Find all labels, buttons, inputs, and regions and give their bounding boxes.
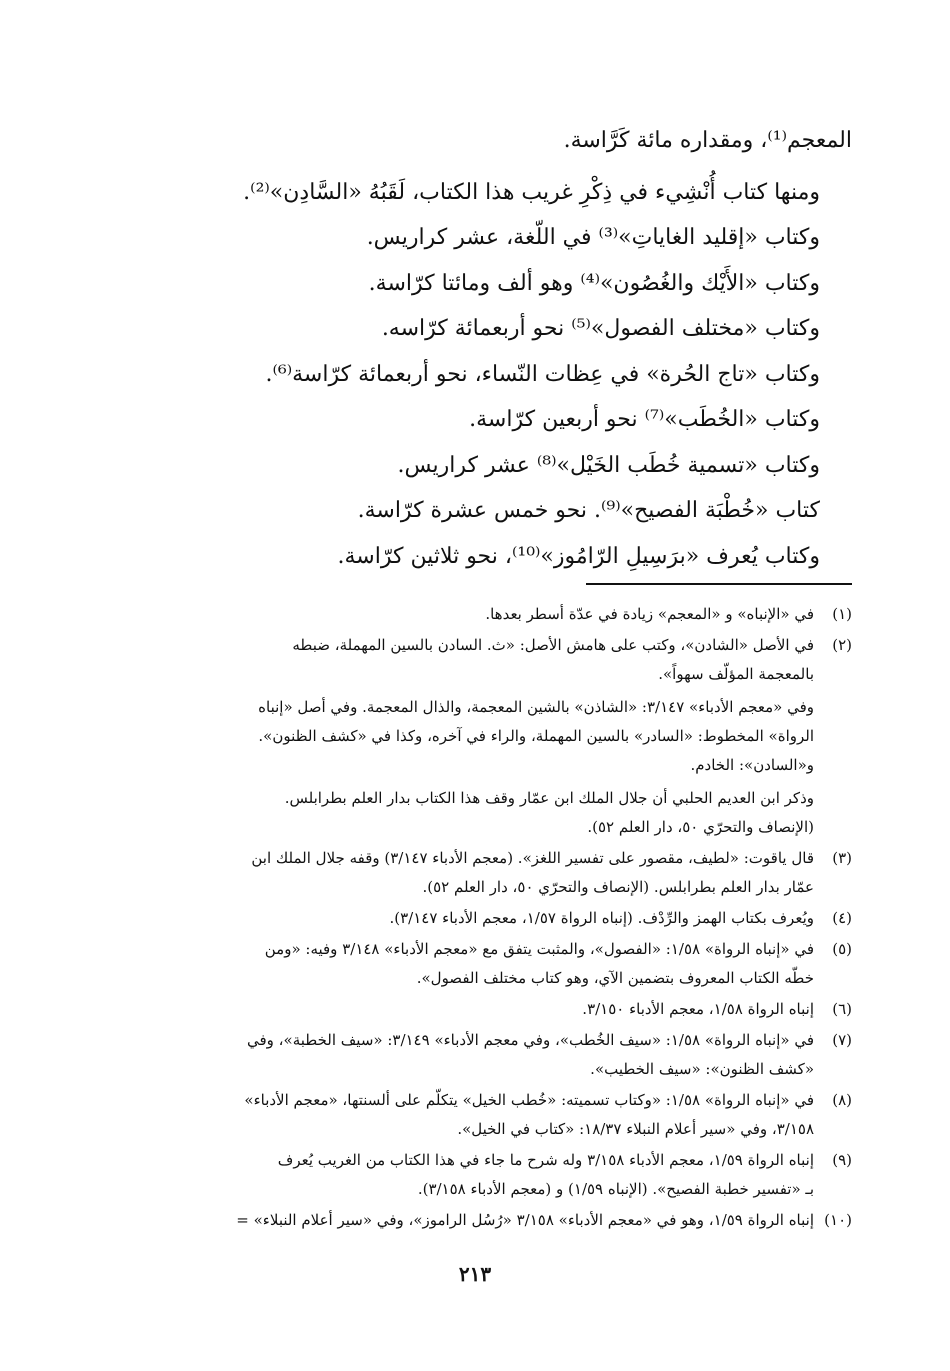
- footnote-line: ويُعرف بكتاب الهمز والرِّدْف. (إنباه الرواة ١/٥٧، معجم الأدباء ٣/١٤٧).: [389, 909, 814, 927]
- footnote-line: في الأصل «الشادن»، وكتب على هامش الأصل: «ث. السادن بالسين المهملة، ضبطه: [292, 636, 814, 654]
- footnote-8: [140, 1086, 852, 1144]
- footnote-line: عمّار بدار العلم بطرابلس. (الإنصاف والتحرّي ٥٠، دار العلم ٥٢).: [422, 878, 814, 896]
- main-line: وكتاب «تاج الحُرة» في عِظات النّساء، نحو أربعمائة كرّاسة⁽⁶⁾.: [265, 361, 820, 387]
- footnote-7: [140, 1026, 852, 1084]
- main-line: المعجم⁽¹⁾، ومقداره مائة كَرَّاسة.: [563, 128, 852, 153]
- footnote-1: [140, 600, 852, 629]
- footnote-5: [140, 935, 852, 993]
- footnote-separator: [586, 583, 852, 585]
- footnote-9: [140, 1146, 852, 1204]
- footnotes: [140, 600, 852, 1237]
- footnote-number: (٥): [832, 940, 852, 958]
- footnote-line: (الإنصاف والتحرّي ٥٠، دار العلم ٥٢).: [587, 818, 814, 836]
- main-line: وكتاب «الأَيْك والغُصُون»⁽⁴⁾ وهو ألف ومائتا كرّاسة.: [368, 270, 820, 296]
- footnote-line: إنباه الرواة ١/٥٩، معجم الأدباء ٣/١٥٨ وله شرح ما جاء في هذا الكتاب من الغريب يُعرف: [277, 1151, 814, 1169]
- footnote-line: إنباه الرواة ١/٥٨، معجم الأدباء ٣/١٥٠.: [582, 1000, 814, 1018]
- footnote-line: و«السادن»: الخادم.: [690, 756, 814, 774]
- main-line: وكتاب «تسمية خُطَب الخَيْل»⁽⁸⁾ عشر كراريس.: [397, 452, 820, 478]
- footnote-line: الرواة» المخطوط: «السادر» بالسين المهملة، والراء في آخره، وكذا في «كشف الظنون».: [258, 727, 814, 745]
- main-line: وكتاب يُعرف «برَسِيلِ الرّامُوز»⁽¹⁰⁾، نحو ثلاثين كرّاسة.: [337, 543, 820, 569]
- main-text: [112, 118, 852, 579]
- footnote-10: [140, 1206, 852, 1235]
- footnote-line: إنباه الرواة ١/٥٩، وهو في «معجم الأدباء» ٣/١٥٨ «رُسُل الراموز»، وفي «سير أعلام النبلاء» =: [236, 1211, 814, 1229]
- footnote-number: (٢): [832, 636, 852, 654]
- main-line: وكتاب «إقليد الغاياتِ»⁽³⁾ في اللّغة، عشر كراريس.: [366, 225, 820, 250]
- footnote-6: [140, 995, 852, 1024]
- footnote-line: وفي «معجم الأدباء» ٣/١٤٧: «الشاذن» بالشين المعجمة، والذال المعجمة. وفي أصل «إنباه: [258, 698, 814, 716]
- main-line: ومنها كتاب أُنْشِيء في ذِكْرِ غريب هذا الكتاب، لَقَبُهُ «السَّادِن»⁽²⁾.: [243, 179, 820, 205]
- footnote-line: قال ياقوت: «لطيف، مقصور على تفسير اللغز». (معجم الأدباء ٣/١٤٧) وقفه جلال الملك ابن: [251, 849, 814, 867]
- footnote-number: (١٠): [824, 1211, 852, 1229]
- footnote-line: في «إنباه الرواة» ١/٥٨: «وكتاب تسميته: «خُطب الخيل» يتكلّم على ألسنتها، «معجم الأدباء»: [244, 1091, 814, 1109]
- footnote-number: (٧): [832, 1031, 852, 1049]
- footnote-line: بـ «تفسير خطبة الفصيح». (الإنباه ١/٥٩) و (معجم الأدباء ٣/١٥٨).: [417, 1180, 814, 1198]
- footnote-line: ٣/١٥٨، وفي «سير أعلام النبلاء ١٨/٣٧: «كتاب في الخيل».: [457, 1120, 814, 1138]
- main-line: كتاب «خُطْبَة الفصيح»⁽⁹⁾. نحو خمس عشرة كرّاسة.: [357, 498, 820, 523]
- footnote-number: (٨): [832, 1091, 852, 1109]
- footnote-line: خطّه الكتاب المعروف بتضمين الآي، وهو كتاب مختلف الفصول».: [416, 969, 814, 987]
- footnote-number: (٩): [832, 1151, 852, 1169]
- footnote-number: (١): [832, 605, 852, 623]
- footnote-line: في «إنباه الرواة» ١/٥٨: «سيف الخُطب»، وفي معجم الأدباء» ٣/١٤٩: «سيف الخطبة»، وفي: [247, 1031, 814, 1049]
- footnote-number: (٦): [832, 1000, 852, 1018]
- footnote-line: وذكر ابن العديم الحلبي أن جلال الملك ابن عمّار وقف هذا الكتاب بدار العلم بطرابلس.: [284, 789, 814, 807]
- footnote-3: [140, 844, 852, 902]
- main-line: وكتاب «الخُطَب»⁽⁷⁾ نحو أربعين كرّاسة.: [469, 407, 820, 432]
- footnote-number: (٤): [832, 909, 852, 927]
- footnote-2: [140, 631, 852, 842]
- footnote-line: في «الإنباه» و «المعجم» زيادة في عدّة أسطر بعدها.: [485, 605, 814, 623]
- footnote-number: (٣): [832, 849, 852, 867]
- footnote-line: في «إنباه الرواة» ١/٥٨: «الفصول»، والمثبت يتفق مع «معجم الأدباء» ٣/١٤٨ وفيه: «ومن: [264, 940, 814, 958]
- page-number: ٢١٣: [458, 1262, 492, 1286]
- footnote-line: «كشف الظنون»: «سيف الخطيب».: [590, 1060, 814, 1078]
- footnote-line: بالمعجمة المؤلّف سهواً».: [658, 665, 814, 683]
- footnote-4: [140, 904, 852, 933]
- main-line: وكتاب «مختلف الفصول»⁽⁵⁾ نحو أربعمائة كرّاسه.: [381, 316, 820, 341]
